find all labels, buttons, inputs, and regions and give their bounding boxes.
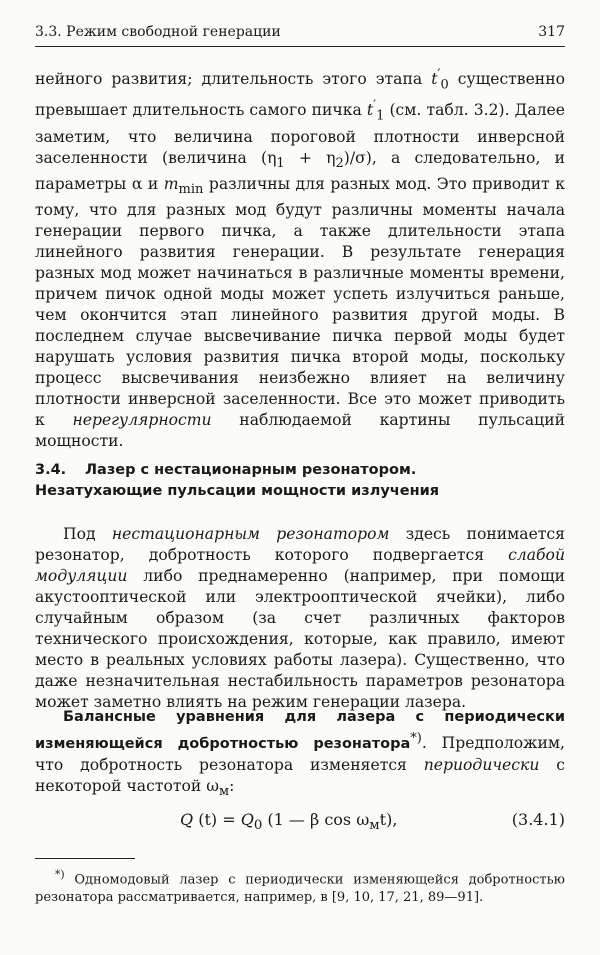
equation-number: (3.4.1) [511,810,565,829]
section-title-line-2: Незатухающие пульсации мощности излучения [35,483,440,499]
paragraph-3: Балансные уравнения для лазера с периодически изменяющейся добротностью резонатора*). Предположим, что добротность резонатора изменяется периодически с некоторой частотой $\omega_м$: [35,709,565,800]
section-title-line-1: Лазер с нестационарным резонатором. [85,462,417,478]
running-title: 3.3. Режим свободной генерации [35,24,281,40]
section-heading [35,460,565,502]
page-number: 317 [538,24,565,40]
paragraph-2: Под нестационарным резонатором здесь понимается резонатор, добротность которого подвергается слабой модуляции либо преднамеренно (например, при помощи акустооптической или электрооптической ячейки), либо случайным образом (за счет различных факторов технического происхождения, которые, как правило, имеют место в реальных условиях работы лазера). Существенно, что даже незначительная нестабильность параметров резонатора может заметно влиять на режим генерации лазера. [35,525,565,711]
footnote: *) Одномодовый лазер с периодически изменяющейся добротностью резонатора рассматривается, например, в [9, 10, 17, 21, 89—91]. [35,868,565,906]
equation-expression: Q $(t) = Q_0$ (1 — β $\cos \omega_мt$), [180,810,398,834]
run-in-heading: Балансные уравнения для лазера с периодически изменяющейся добротностью резонатора [35,709,565,753]
section-number: 3.4. [35,462,67,478]
footnote-mark: *) [55,868,65,881]
page-header [35,24,565,47]
equation-3-4-1 [35,810,565,834]
footnote-ref: *) [410,731,422,746]
paragraph-1: нейного развития; длительность этого этапа $t'_0$ существенно превышает длительность самого пичка $t'_1$ (см. табл. 3.2). Далее заметим, что величина пороговой плотности инверсной заселенности (величина $(\eta_1 + \eta_2)/\sigma$), а следовательно, и параметры α и $m_{min}$ различны для разных мод. Это приводит к тому, что для разных мод будут различны моменты начала генерации первого пичка, а также длительности этапа линейного развития генерации. В результате генерация разных мод может начинаться в различные моменты времени, причем пичок одной моды может успеть излучиться раньше, чем окончится этап линейного развития другой моды. В последнем случае высвечивание пичка первой моды будет нарушать условия развития пичка второй моды, поскольку процесс высвечивания неизбежно влияет на величину плотности инверсной заселенности. Все это может приводить к нерегулярности наблюдаемой картины пульсаций мощности. [35,67,565,450]
footnote-divider [35,858,135,859]
italic-term: нерегулярности [72,410,212,429]
